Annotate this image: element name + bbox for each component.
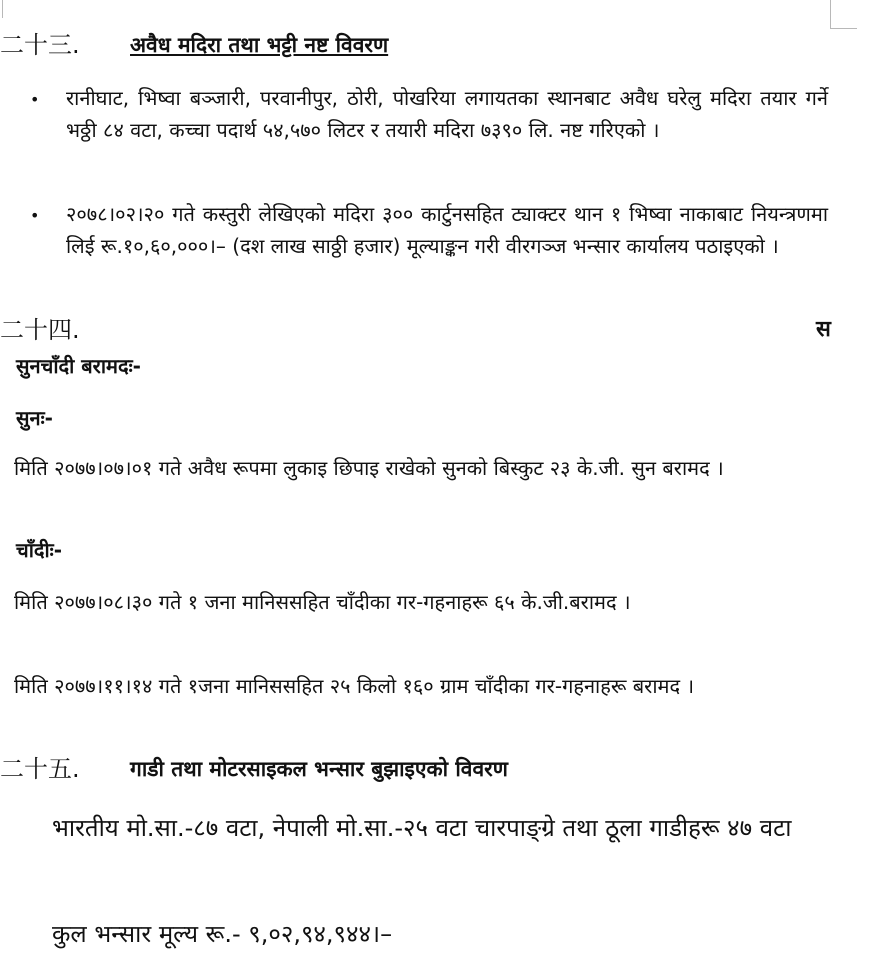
section-25-title: गाडी तथा मोटरसाइकल भन्सार बुझाइएको विवरण (130, 757, 508, 781)
gold-silver-heading: सुनचाँदी बरामदः- (16, 354, 141, 378)
section-23-title: अवैध मदिरा तथा भट्टी नष्ट विवरण (130, 33, 389, 57)
bullet-2-text: २०७८।०२।२० गते कस्तुरी लेखिएको मदिरा ३०० कार्टुनसहित ट्याक्टर थान १ भिष्वा नाकाबाट नियन्त्रणमा लिई रू.१०,६०,०००।– (दश लाख साठ्ठी हजार) मूल्याङ्कन गरी वीरगञ्ज भन्सार कार्यालय पठाइएको । (66, 202, 828, 258)
page-corner-mark-left (2, 0, 3, 18)
bullet-1-text: रानीघाट, भिष्वा बञ्जारी, परवानीपुर, ठोरी, पोखरिया लगायतका स्थानबाट अवैध घरेलु मदिरा तयार गर्ने भठ्ठी ८४ वटा, कच्चा पदार्थ ५४,५७० लिटर र तयारी मदिरा ७३९० लि. नष्ट गरिएको । (66, 86, 828, 142)
bullet-1-marker: • (30, 90, 40, 109)
bullet-2-marker: • (30, 206, 40, 225)
silver-text-2: मिति २०७७।११।१४ गते १जना मानिससहित २५ किलो १६० ग्राम चाँदीका गर-गहनाहरू बरामद । (14, 674, 695, 698)
section-23-number: 二十三. (0, 31, 80, 59)
total-customs-value: कुल भन्सार मूल्य रू.- ९,०२,९४,९४४।– (52, 920, 393, 948)
vehicles-text: भारतीय मो.सा.-८७ वटा, नेपाली मो.सा.-२५ वटा चारपाङ्ग्रे तथा ठूला गाडीहरू ४७ वटा (52, 814, 792, 842)
gold-text: मिति २०७७।०७।०१ गते अवैध रूपमा लुकाइ छिपाइ राखेको सुनको बिस्कुट २३ के.जी. सुन बरामद । (14, 456, 724, 480)
page-corner-mark-right (830, 0, 857, 29)
silver-label: चाँदीः- (16, 538, 63, 562)
silver-text-1: मिति २०७७।०८।३० गते १ जना मानिससहित चाँदीका गर-गहनाहरू ६५ के.जी.बरामद । (14, 590, 631, 614)
section-25-number: 二十五. (0, 755, 80, 783)
gold-label: सुनः- (16, 406, 53, 430)
stray-character: स (816, 317, 831, 342)
section-24-number: 二十四. (0, 316, 80, 344)
